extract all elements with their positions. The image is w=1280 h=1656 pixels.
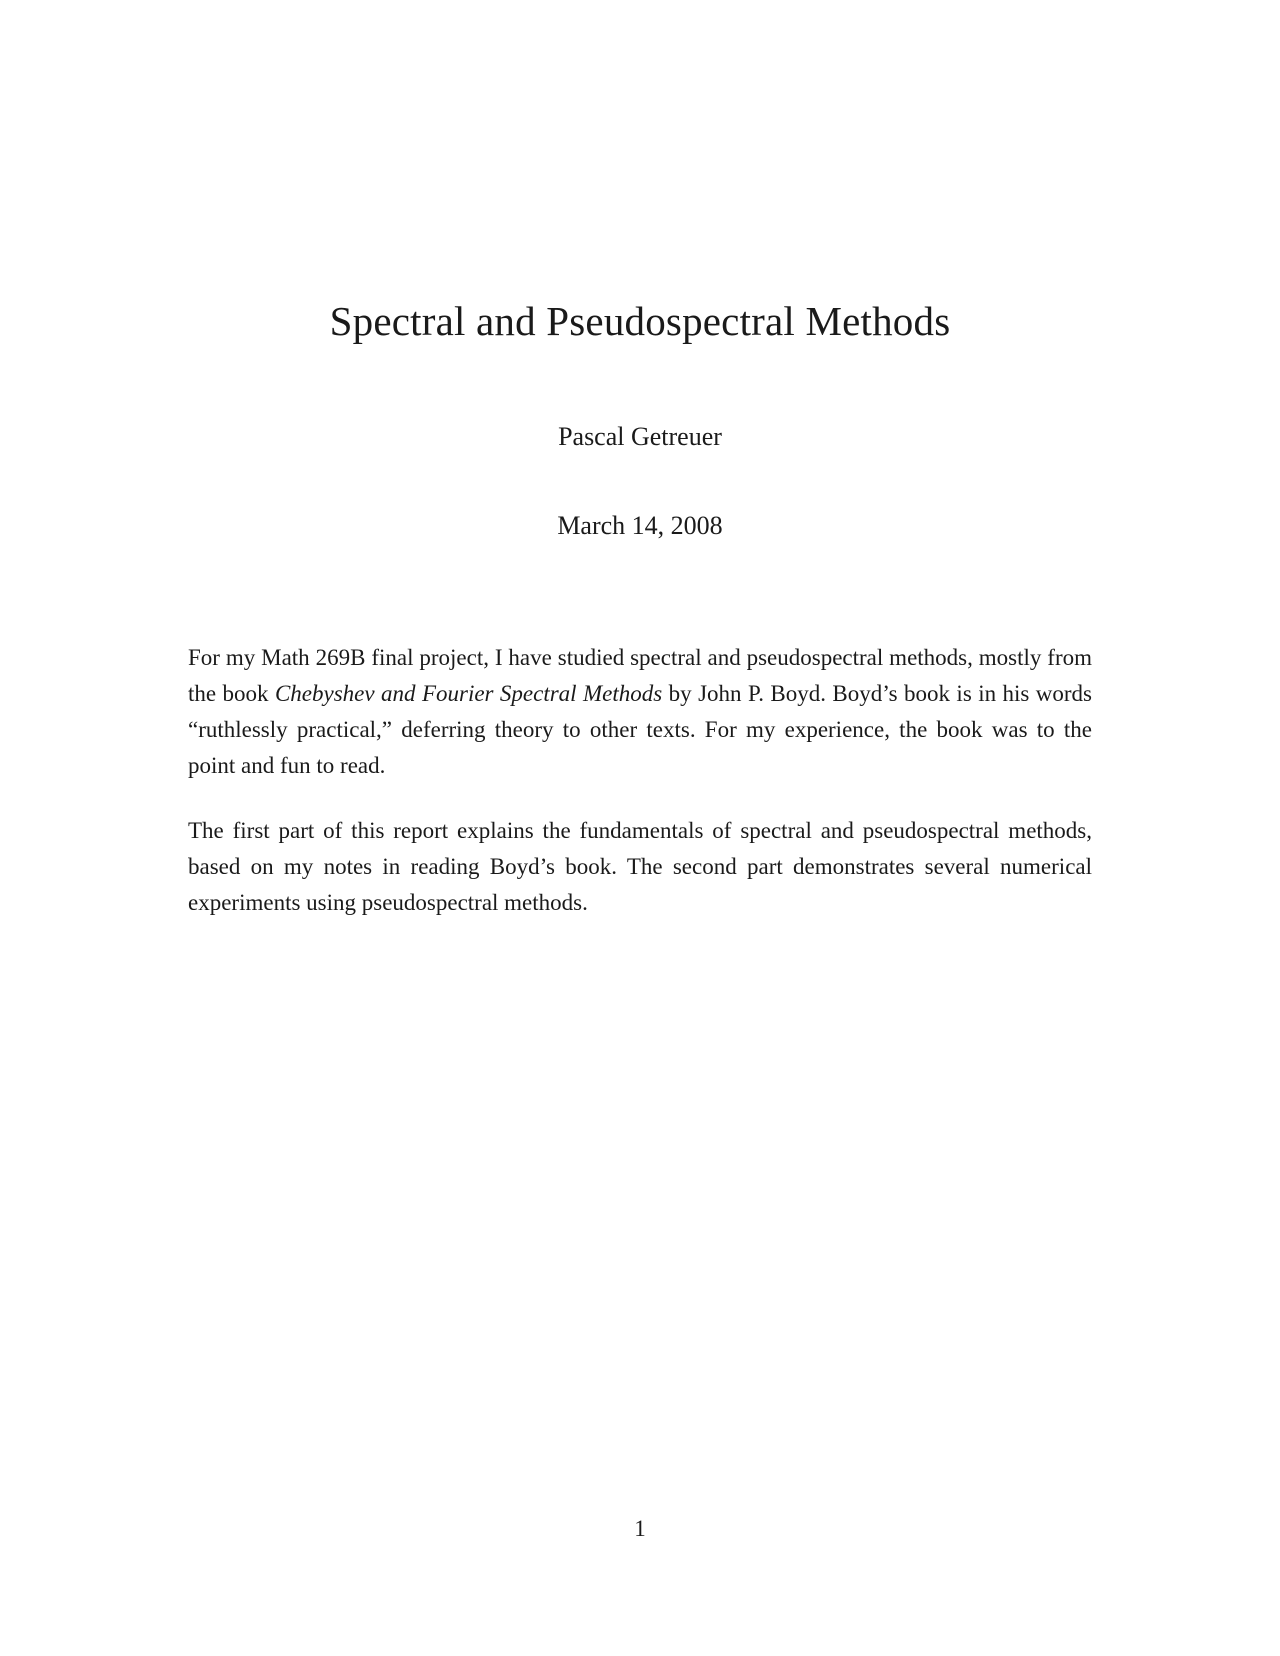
abstract-paragraph-1: [188, 640, 1092, 784]
paragraph-1-text-start: For my Math 269B final project, I have studied spectral and pseudospectral methods, mostly from the book: [188, 645, 1092, 706]
paragraph-1-text-end: by John P. Boyd. Boyd’s book is in his words “ruthlessly practical,” deferring theory to other texts. For my experience, the book was to the point and fun to read.: [188, 681, 1093, 778]
book-title: Chebyshev and Fourier Spectral Methods: [274, 681, 663, 706]
paragraph-2-text: The first part of this report explains the fundamentals of spectral and pseudospectral methods, based on my notes in reading Boyd’s book. The second part demonstrates several numerical experiments using pseudospectral methods.: [188, 818, 1092, 915]
publication-date: March 14, 2008: [557, 511, 723, 540]
abstract-paragraph-2: [188, 813, 1092, 921]
author-name: Pascal Getreuer: [558, 422, 722, 451]
paper-title: Spectral and Pseudospectral Methods: [329, 298, 951, 344]
page-number: 1: [634, 1516, 646, 1541]
